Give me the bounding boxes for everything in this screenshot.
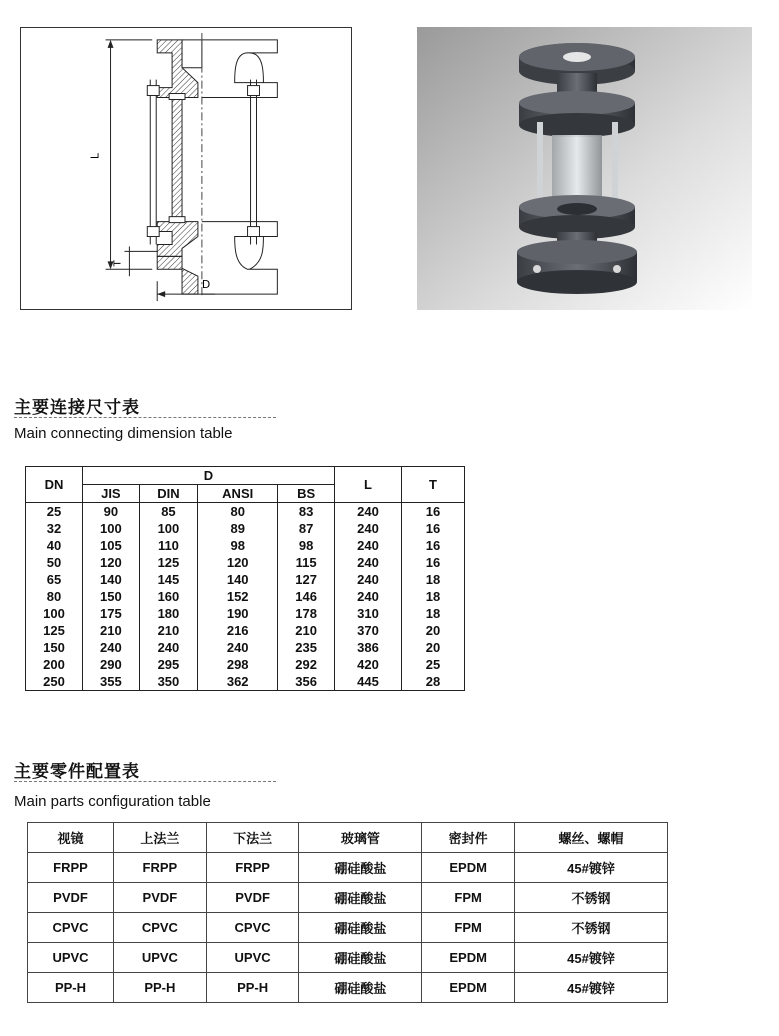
parts-cell: CPVC <box>28 913 114 943</box>
parts-cell: FPM <box>422 913 515 943</box>
header-t: T <box>402 467 465 503</box>
cell-l: 370 <box>335 622 402 639</box>
parts-cell: 45#镀锌 <box>515 973 668 1003</box>
header-dn: DN <box>26 467 83 503</box>
cell-din: 100 <box>139 520 197 537</box>
cell-din: 350 <box>139 673 197 691</box>
cell-dn: 80 <box>26 588 83 605</box>
cell-bs: 83 <box>278 503 335 521</box>
cell-dn: 40 <box>26 537 83 554</box>
cell-din: 85 <box>139 503 197 521</box>
cell-t: 25 <box>402 656 465 673</box>
cell-dn: 32 <box>26 520 83 537</box>
cell-ansi: 216 <box>198 622 278 639</box>
parts-cell: 不锈钢 <box>515 913 668 943</box>
parts-header-cell: 螺丝、螺帽 <box>515 823 668 853</box>
table-row <box>26 503 465 521</box>
table-row <box>26 622 465 639</box>
parts-header-cell: 视镜 <box>28 823 114 853</box>
table-row <box>26 554 465 571</box>
table-row <box>28 943 668 973</box>
parts-cell: PVDF <box>28 883 114 913</box>
cell-bs: 292 <box>278 656 335 673</box>
table-row <box>28 973 668 1003</box>
table-row <box>26 520 465 537</box>
cell-t: 28 <box>402 673 465 691</box>
parts-cell: 硼硅酸盐 <box>299 943 422 973</box>
parts-cell: EPDM <box>422 973 515 1003</box>
cell-bs: 210 <box>278 622 335 639</box>
parts-cell: 45#镀锌 <box>515 853 668 883</box>
cell-t: 16 <box>402 520 465 537</box>
cell-t: 20 <box>402 622 465 639</box>
table-row <box>26 571 465 588</box>
table-row <box>26 537 465 554</box>
label-t: T <box>112 260 124 267</box>
section2-title-en: Main parts configuration table <box>14 793 211 810</box>
cell-t: 18 <box>402 588 465 605</box>
cell-ansi: 89 <box>198 520 278 537</box>
parts-cell: 硼硅酸盐 <box>299 913 422 943</box>
cell-din: 110 <box>139 537 197 554</box>
sight-glass-photo-illustration <box>417 27 752 310</box>
cell-jis: 150 <box>83 588 140 605</box>
parts-cell: PP-H <box>114 973 207 1003</box>
cell-ansi: 98 <box>198 537 278 554</box>
cell-l: 445 <box>335 673 402 691</box>
cell-din: 180 <box>139 605 197 622</box>
cell-l: 240 <box>335 520 402 537</box>
cell-bs: 146 <box>278 588 335 605</box>
header-jis: JIS <box>83 485 140 503</box>
table-row <box>26 639 465 656</box>
cell-bs: 87 <box>278 520 335 537</box>
cell-bs: 127 <box>278 571 335 588</box>
parts-cell: FPM <box>422 883 515 913</box>
parts-cell: CPVC <box>114 913 207 943</box>
section2-title-cn: 主要零件配置表 <box>14 762 140 782</box>
technical-drawing <box>20 27 352 310</box>
header-din: DIN <box>139 485 197 503</box>
cell-din: 210 <box>139 622 197 639</box>
cell-l: 310 <box>335 605 402 622</box>
cell-bs: 98 <box>278 537 335 554</box>
parts-table <box>27 822 668 1003</box>
cell-din: 125 <box>139 554 197 571</box>
cell-din: 145 <box>139 571 197 588</box>
parts-cell: PVDF <box>114 883 207 913</box>
cell-dn: 100 <box>26 605 83 622</box>
parts-cell: 硼硅酸盐 <box>299 883 422 913</box>
parts-cell: 硼硅酸盐 <box>299 853 422 883</box>
header-d: D <box>83 467 335 485</box>
cell-t: 20 <box>402 639 465 656</box>
parts-cell: FRPP <box>28 853 114 883</box>
cell-jis: 175 <box>83 605 140 622</box>
parts-header-cell: 上法兰 <box>114 823 207 853</box>
header-ansi: ANSI <box>198 485 278 503</box>
section1-title-en: Main connecting dimension table <box>14 425 233 442</box>
cell-dn: 200 <box>26 656 83 673</box>
parts-cell: UPVC <box>28 943 114 973</box>
table-row <box>26 605 465 622</box>
cell-l: 240 <box>335 571 402 588</box>
table-row <box>28 853 668 883</box>
sight-glass-section-drawing <box>21 28 351 309</box>
cell-jis: 140 <box>83 571 140 588</box>
cell-ansi: 298 <box>198 656 278 673</box>
cell-ansi: 190 <box>198 605 278 622</box>
cell-ansi: 152 <box>198 588 278 605</box>
cell-jis: 210 <box>83 622 140 639</box>
parts-cell: UPVC <box>114 943 207 973</box>
cell-ansi: 120 <box>198 554 278 571</box>
dimension-table-body <box>26 503 465 691</box>
parts-cell: UPVC <box>206 943 299 973</box>
parts-table-body <box>28 853 668 1003</box>
parts-table-header <box>28 823 668 853</box>
product-photo <box>417 27 752 310</box>
cell-bs: 178 <box>278 605 335 622</box>
cell-dn: 25 <box>26 503 83 521</box>
parts-header-cell: 玻璃管 <box>299 823 422 853</box>
label-l: L <box>88 152 102 160</box>
parts-cell: PVDF <box>206 883 299 913</box>
cell-jis: 240 <box>83 639 140 656</box>
cell-ansi: 140 <box>198 571 278 588</box>
parts-cell: FRPP <box>206 853 299 883</box>
parts-header-cell: 密封件 <box>422 823 515 853</box>
cell-jis: 290 <box>83 656 140 673</box>
parts-cell: EPDM <box>422 853 515 883</box>
cell-bs: 235 <box>278 639 335 656</box>
cell-jis: 105 <box>83 537 140 554</box>
parts-cell: PP-H <box>206 973 299 1003</box>
table-row <box>26 673 465 691</box>
cell-ansi: 240 <box>198 639 278 656</box>
dimension-table <box>25 466 465 691</box>
cell-bs: 115 <box>278 554 335 571</box>
cell-l: 240 <box>335 554 402 571</box>
cell-t: 18 <box>402 571 465 588</box>
cell-din: 240 <box>139 639 197 656</box>
cell-dn: 125 <box>26 622 83 639</box>
cell-t: 16 <box>402 503 465 521</box>
cell-jis: 120 <box>83 554 140 571</box>
cell-l: 420 <box>335 656 402 673</box>
cell-jis: 90 <box>83 503 140 521</box>
cell-t: 16 <box>402 537 465 554</box>
cell-dn: 65 <box>26 571 83 588</box>
cell-dn: 50 <box>26 554 83 571</box>
header-l: L <box>335 467 402 503</box>
table-row <box>26 588 465 605</box>
cell-bs: 356 <box>278 673 335 691</box>
cell-jis: 100 <box>83 520 140 537</box>
cell-l: 240 <box>335 537 402 554</box>
cell-dn: 250 <box>26 673 83 691</box>
parts-header-cell: 下法兰 <box>206 823 299 853</box>
parts-cell: 45#镀锌 <box>515 943 668 973</box>
parts-cell: 不锈钢 <box>515 883 668 913</box>
header-bs: BS <box>278 485 335 503</box>
cell-l: 240 <box>335 588 402 605</box>
cell-ansi: 80 <box>198 503 278 521</box>
parts-cell: EPDM <box>422 943 515 973</box>
table-row <box>28 913 668 943</box>
cell-l: 386 <box>335 639 402 656</box>
parts-cell: 硼硅酸盐 <box>299 973 422 1003</box>
cell-jis: 355 <box>83 673 140 691</box>
cell-dn: 150 <box>26 639 83 656</box>
table-row <box>26 656 465 673</box>
parts-cell: FRPP <box>114 853 207 883</box>
cell-t: 18 <box>402 605 465 622</box>
label-d: D <box>201 278 211 292</box>
table-row <box>28 883 668 913</box>
cell-t: 16 <box>402 554 465 571</box>
parts-cell: CPVC <box>206 913 299 943</box>
section1-title-cn: 主要连接尺寸表 <box>14 398 140 418</box>
cell-din: 295 <box>139 656 197 673</box>
cell-din: 160 <box>139 588 197 605</box>
cell-ansi: 362 <box>198 673 278 691</box>
cell-l: 240 <box>335 503 402 521</box>
section1-divider <box>14 417 276 418</box>
section2-divider <box>14 781 276 782</box>
parts-cell: PP-H <box>28 973 114 1003</box>
